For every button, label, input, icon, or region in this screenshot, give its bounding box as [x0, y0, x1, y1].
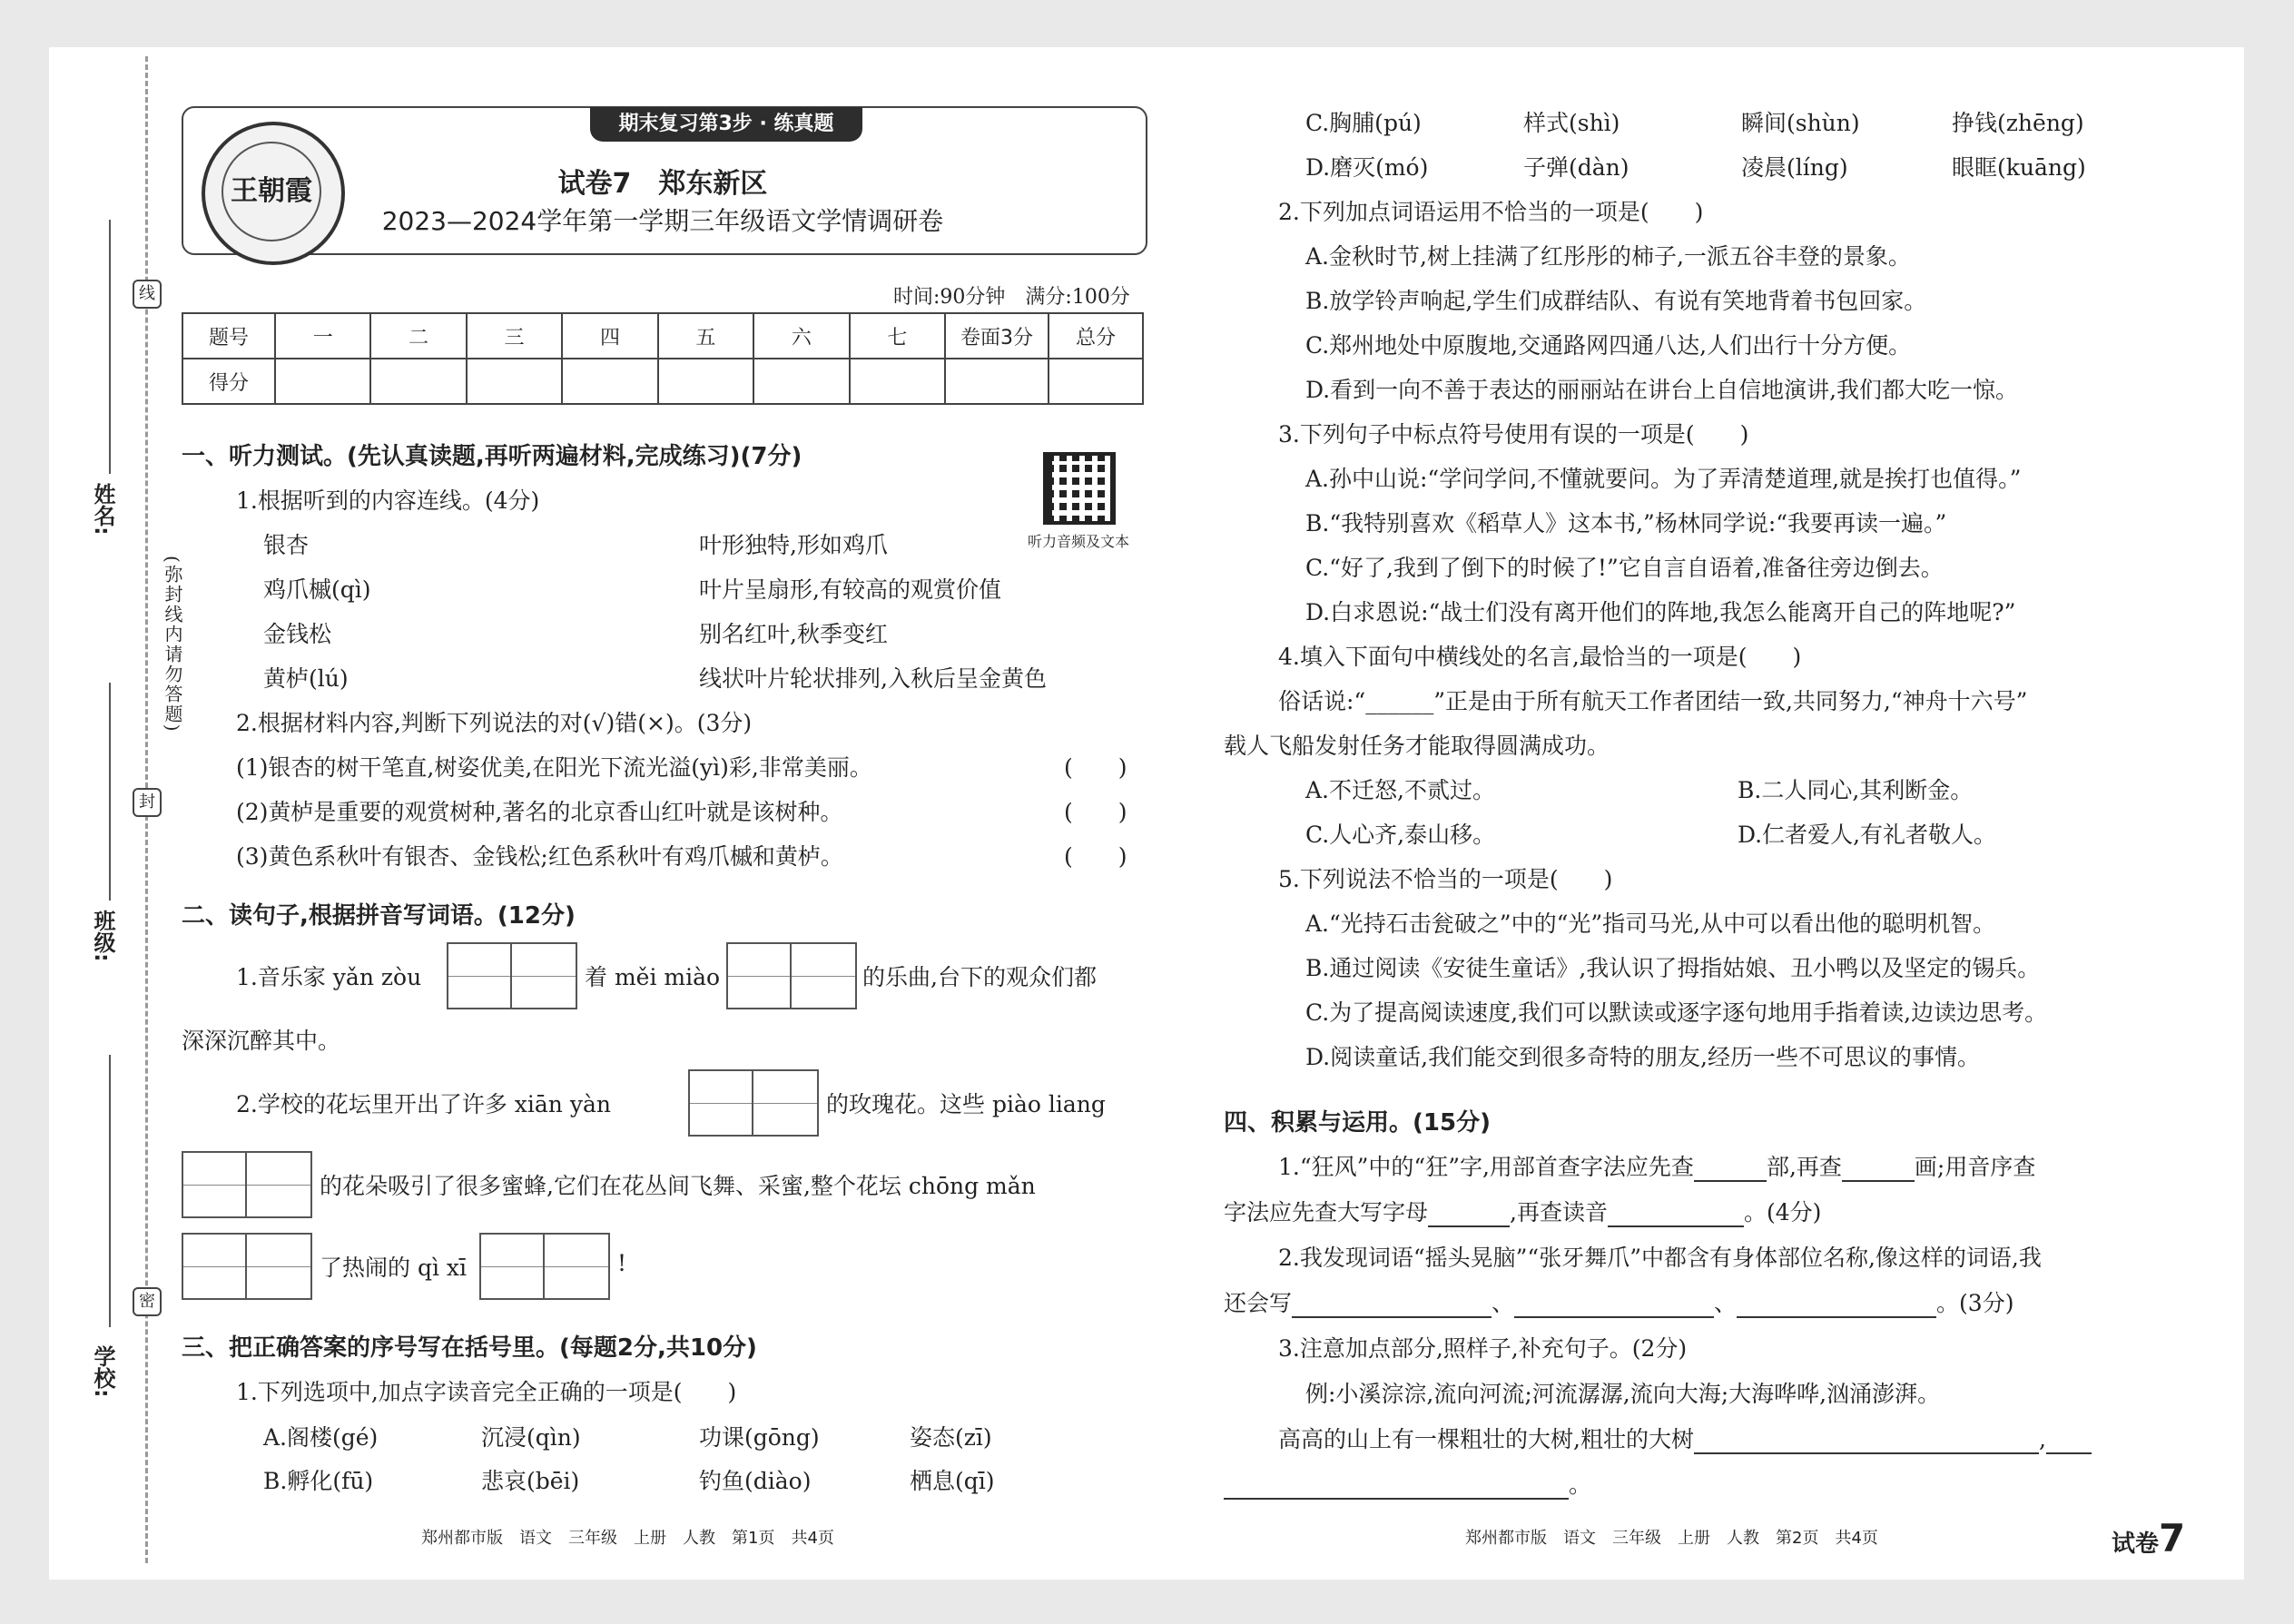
option-word: 眼眶(kuāng)	[1952, 154, 2086, 181]
option-word: B.孵化(fū)	[263, 1468, 374, 1494]
s2-line4a: 了热闹的 qì xī	[320, 1255, 467, 1281]
s3-q4: 4.填入下面句中横线处的名言,最恰当的一项是( )	[1278, 644, 1802, 670]
s4-q1c: 画;用音序查	[1914, 1154, 2036, 1180]
answer-paren[interactable]: ( )	[1064, 843, 1127, 870]
judge-item: (1)银杏的树干笔直,树姿优美,在阳光下流光溢(yì)彩,非常美丽。	[236, 754, 872, 781]
answer-paren[interactable]: ( )	[1064, 754, 1127, 781]
answer-paren[interactable]: ( )	[1064, 799, 1127, 825]
score-input[interactable]	[467, 359, 562, 404]
char-grid[interactable]	[688, 1069, 819, 1137]
score-input[interactable]	[275, 359, 370, 404]
s4-q3b: ,	[2038, 1426, 2046, 1452]
option: A.“光持石击瓮破之”中的“光”指司马光,从中可以看出他的聪明机智。	[1305, 910, 1996, 937]
section-2-title: 二、读句子,根据拼音写词语。(12分)	[182, 902, 576, 930]
s4-q1a: 1.“狂风”中的“狂”字,用部首查字法应先查	[1278, 1154, 1694, 1180]
answer-blank[interactable]	[1428, 1204, 1510, 1227]
s4-q2c2: 、	[1714, 1290, 1738, 1316]
qr-code-icon[interactable]	[1043, 452, 1116, 525]
qr-caption: 听力音频及文本	[1028, 533, 1130, 550]
section-4-title: 四、积累与运用。(15分)	[1224, 1109, 1491, 1137]
option-word: 瞬间(shùn)	[1741, 110, 1860, 136]
option-word: A.阁楼(gé)	[263, 1424, 379, 1451]
option-word: 悲哀(bēi)	[481, 1468, 580, 1494]
badge-word: 试卷	[2112, 1530, 2160, 1558]
s4-q1-line2	[1224, 1195, 1821, 1227]
section-3-title: 三、把正确答案的序号写在括号里。(每题2分,共10分)	[182, 1334, 757, 1362]
option-word: C.胸脯(pú)	[1305, 110, 1422, 136]
s2-line1c: 的乐曲,台下的观众们都	[862, 964, 1097, 990]
char-grid[interactable]	[182, 1151, 312, 1218]
answer-blank[interactable]	[1514, 1294, 1714, 1318]
score-cell: 一	[275, 313, 370, 359]
char-grid[interactable]	[182, 1233, 312, 1300]
score-input-row	[182, 359, 1143, 404]
footer-right: 郑州都市版 语文 三年级 上册 人教 第2页 共4页	[1465, 1529, 1878, 1548]
score-input[interactable]	[850, 359, 945, 404]
s3-q5: 5.下列说法不恰当的一项是( )	[1278, 866, 1613, 892]
option-word: D.磨灭(mó)	[1305, 154, 1429, 181]
option: B.通过阅读《安徒生童话》,我认识了拇指姑娘、丑小鸭以及坚定的锡兵。	[1305, 955, 2041, 981]
school-blank[interactable]	[109, 1055, 111, 1327]
match-right-item[interactable]: 别名红叶,秋季变红	[699, 621, 888, 647]
logo-text: 王朝霞	[222, 142, 321, 241]
score-input[interactable]	[370, 359, 466, 404]
option-word: 样式(shì)	[1523, 110, 1620, 136]
option: D.阅读童话,我们能交到很多奇特的朋友,经历一些不可思议的事情。	[1305, 1044, 1980, 1070]
char-grid[interactable]	[479, 1233, 610, 1300]
s4-q3-line2	[1224, 1467, 1591, 1500]
option-word: 子弹(dàn)	[1523, 154, 1629, 181]
seal-mark-mi: 密	[133, 1287, 162, 1316]
option-word: 凌晨(líng)	[1741, 154, 1848, 181]
paper-badge	[2112, 1516, 2185, 1560]
step-banner: 期末复习第3步 · 练真题	[590, 107, 862, 142]
s4-q3-line	[1278, 1422, 2092, 1454]
option-word: 挣钱(zhēng)	[1952, 110, 2084, 136]
s4-q1b: 部,再查	[1766, 1154, 1842, 1180]
option-word: 沉浸(qìn)	[481, 1424, 581, 1451]
s3-q4-sentence: 载人飞船发射任务才能取得圆满成功。	[1224, 733, 1610, 759]
score-cell: 七	[850, 313, 945, 359]
school-label: 学校:	[90, 1345, 115, 1398]
seal-mark-feng: 封	[133, 788, 162, 817]
s2-line3a: 的花朵吸引了很多蜜蜂,它们在花丛间飞舞、采蜜,整个花坛 chōng mǎn	[320, 1173, 1036, 1199]
badge-number: 7	[2159, 1516, 2186, 1560]
answer-blank[interactable]	[1608, 1204, 1744, 1227]
match-right-item[interactable]: 叶形独特,形如鸡爪	[699, 532, 888, 558]
name-label: 姓名:	[90, 483, 115, 536]
match-left-item[interactable]: 金钱松	[263, 621, 332, 647]
match-left-item[interactable]: 银杏	[263, 532, 310, 558]
answer-blank[interactable]	[1737, 1294, 1936, 1318]
score-cell: 三	[467, 313, 562, 359]
class-label: 班级:	[90, 910, 115, 962]
s4-q3: 3.注意加点部分,照样子,补充句子。(2分)	[1278, 1335, 1688, 1362]
score-input[interactable]	[753, 359, 849, 404]
option: A.孙中山说:“学问学问,不懂就要问。为了弄清楚道理,就是挨打也值得。”	[1305, 466, 2022, 492]
s2-line1b: 着 měi miào	[585, 964, 721, 990]
score-cell: 六	[753, 313, 849, 359]
time-score-info: 时间:90分钟 满分:100分	[893, 286, 1130, 309]
option: B.放学铃声响起,学生们成群结队、有说有笑地背着书包回家。	[1305, 288, 1927, 314]
seal-mark-xian: 线	[133, 280, 162, 309]
class-blank[interactable]	[109, 683, 111, 901]
s4-q2-line2	[1224, 1285, 2013, 1318]
match-right-item[interactable]: 叶片呈扇形,有较高的观赏价值	[699, 576, 1001, 603]
score-cell: 卷面3分	[945, 313, 1049, 359]
match-left-item[interactable]: 鸡爪槭(qì)	[263, 576, 371, 603]
answer-blank[interactable]	[1292, 1294, 1492, 1318]
score-input[interactable]	[945, 359, 1049, 404]
score-cell: 题号	[182, 313, 275, 359]
s4-q1-line1	[1278, 1149, 2035, 1182]
s4-q1d: 字法应先查大写字母	[1224, 1199, 1429, 1225]
match-right-item[interactable]: 线状叶片轮状排列,入秋后呈金黄色	[699, 665, 1047, 692]
answer-blank[interactable]	[2046, 1431, 2092, 1454]
judge-item: (2)黄栌是重要的观赏树种,著名的北京香山红叶就是该树种。	[236, 799, 843, 825]
binding-margin	[49, 47, 185, 1580]
option: A.金秋时节,树上挂满了红彤彤的柿子,一派五谷丰登的景象。	[1305, 243, 1911, 270]
char-grid[interactable]	[447, 942, 577, 1009]
score-cell: 总分	[1049, 313, 1143, 359]
s4-q2c: 、	[1492, 1290, 1515, 1316]
option: A.不迁怒,不贰过。	[1305, 777, 1495, 803]
score-input[interactable]	[658, 359, 753, 404]
option: C.“好了,我到了倒下的时候了!”它自言自语着,准备往旁边倒去。	[1305, 555, 1944, 581]
option-word: 姿态(zī)	[910, 1424, 992, 1451]
s1-q2: 2.根据材料内容,判断下列说法的对(√)错(×)。(3分)	[236, 710, 753, 736]
s2-line1a: 1.音乐家 yǎn zòu	[236, 964, 422, 990]
exam-title: 试卷7 郑东新区	[557, 168, 768, 200]
answer-blank[interactable]	[1842, 1158, 1915, 1182]
section-1-title: 一、听力测试。(先认真读题,再听两遍材料,完成练习)(7分)	[182, 443, 802, 470]
exam-sheet	[49, 47, 2244, 1580]
s2-line2b: 的玫瑰花。这些 piào liang	[826, 1091, 1106, 1117]
exam-subtitle: 2023—2024学年第一学期三年级语文学情调研卷	[381, 206, 944, 236]
s4-q2a: 2.我发现词语“摇头晃脑”“张牙舞爪”中都含有身体部位名称,像这样的词语,我	[1278, 1245, 2042, 1271]
option: B.二人同心,其利断金。	[1738, 777, 1974, 803]
answer-blank[interactable]	[1224, 1476, 1569, 1500]
option-word: 钓鱼(diào)	[699, 1468, 812, 1494]
score-table	[182, 312, 1144, 405]
s3-q1: 1.下列选项中,加点字读音完全正确的一项是( )	[236, 1379, 737, 1405]
option-word: 功课(gōng)	[699, 1424, 820, 1451]
score-input[interactable]	[562, 359, 657, 404]
s3-q3: 3.下列句子中标点符号使用有误的一项是( )	[1278, 421, 1749, 448]
answer-blank[interactable]	[1694, 1431, 2039, 1454]
option: B.“我特别喜欢《稻草人》这本书,”杨林同学说:“我要再读一遍。”	[1305, 510, 1947, 536]
option: D.白求恩说:“战士们没有离开他们的阵地,我怎么能离开自己的阵地呢?”	[1305, 599, 2016, 625]
name-blank[interactable]	[109, 220, 111, 474]
s2-line1d: 深深沉醉其中。	[182, 1028, 341, 1054]
option: C.为了提高阅读速度,我们可以默读或逐字逐句地用手指着读,边读边思考。	[1305, 999, 2048, 1026]
option-word: 栖息(qī)	[910, 1468, 995, 1494]
s4-q3a: 高高的山上有一棵粗壮的大树,粗壮的大树	[1278, 1426, 1694, 1452]
s2-line2a: 2.学校的花坛里开出了许多 xiān yàn	[236, 1091, 611, 1117]
score-cell: 四	[562, 313, 657, 359]
match-left-item[interactable]: 黄栌(lú)	[263, 665, 349, 692]
score-header-row	[182, 313, 1143, 359]
s4-q2b: 还会写	[1224, 1290, 1293, 1316]
option: D.看到一向不善于表达的丽丽站在讲台上自信地演讲,我们都大吃一惊。	[1305, 377, 2019, 403]
score-input[interactable]	[1049, 359, 1143, 404]
option: C.人心齐,泰山移。	[1305, 822, 1496, 848]
s4-q2d: 。(3分)	[1936, 1290, 2014, 1316]
judge-item: (3)黄色系秋叶有银杏、金钱松;红色系秋叶有鸡爪槭和黄栌。	[236, 843, 843, 870]
s3-q4-sentence: 俗话说:“______”正是由于所有航天工作者团结一致,共同努力,“神舟十六号”	[1278, 688, 2028, 714]
answer-blank[interactable]	[1694, 1158, 1767, 1182]
option: D.仁者爱人,有礼者敬人。	[1738, 822, 1997, 848]
s4-q3c: 。	[1569, 1471, 1592, 1498]
char-grid[interactable]	[726, 942, 857, 1009]
s1-q1: 1.根据听到的内容连线。(4分)	[236, 487, 540, 514]
s2-line4b: !	[617, 1250, 627, 1276]
seal-note: (弥封线内请勿答题)	[162, 556, 183, 733]
s4-example: 例:小溪淙淙,流向河流;河流潺潺,流向大海;大海哗哗,汹涌澎湃。	[1305, 1381, 1941, 1407]
s3-q2: 2.下列加点词语运用不恰当的一项是( )	[1278, 199, 1704, 225]
score-cell: 五	[658, 313, 753, 359]
footer-left: 郑州都市版 语文 三年级 上册 人教 第1页 共4页	[421, 1529, 834, 1548]
option: C.郑州地处中原腹地,交通路网四通八达,人们出行十分方便。	[1305, 332, 1912, 359]
s4-q1e: ,再查读音	[1510, 1199, 1608, 1225]
score-row-label: 得分	[182, 359, 275, 404]
s4-q1f: 。(4分)	[1743, 1199, 1822, 1225]
score-cell: 二	[370, 313, 466, 359]
